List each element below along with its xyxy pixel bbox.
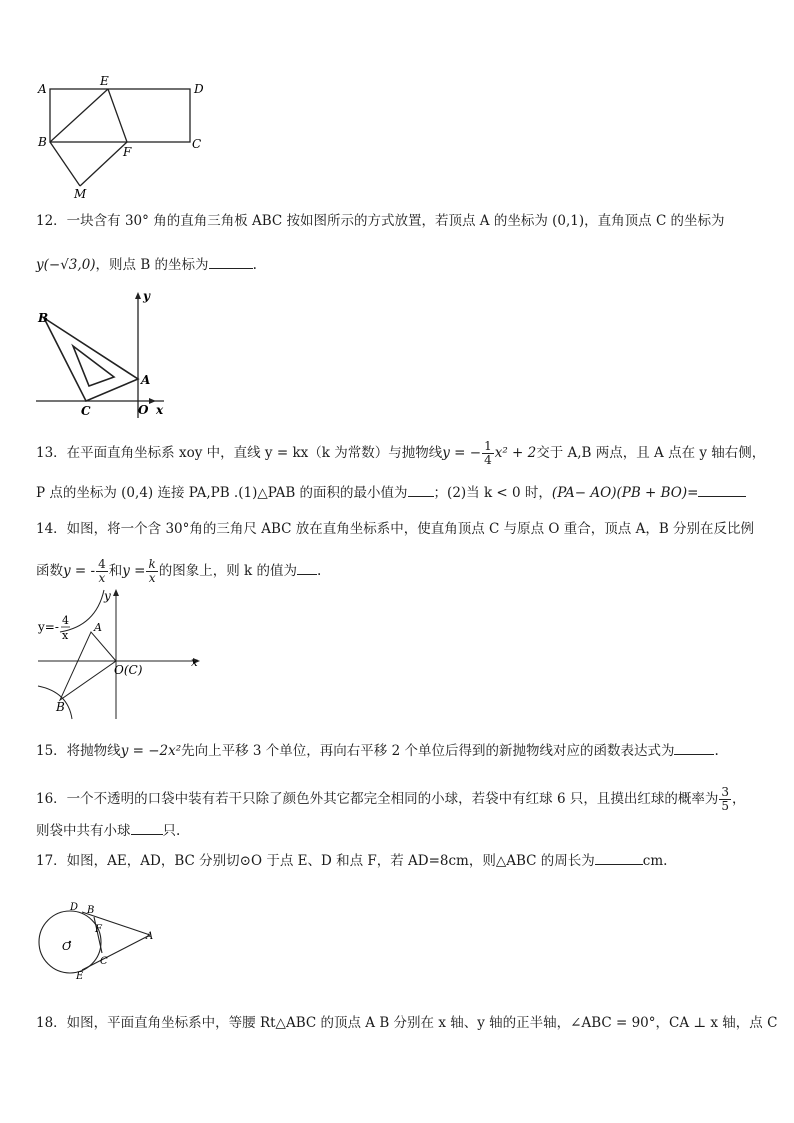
q18-line: 18．如图，平面直角坐标系中，等腰 Rt△ABC 的顶点 A B 分别在 x 轴、y 轴的正半轴，∠ABC = 90°，CA ⊥ x 轴，点 C: [36, 1015, 778, 1031]
label-M: M: [74, 187, 87, 201]
q13-expr: (PA− AO)(PB + BO)=: [551, 485, 699, 501]
q17-line: [36, 852, 667, 870]
q14-and: 和: [108, 563, 123, 579]
q12-label-B: B: [38, 311, 49, 325]
q12-triangle-figure: [34, 290, 174, 420]
q14-frac2-num: k: [148, 557, 156, 571]
q13-line2: [36, 484, 746, 502]
q17-tangent-circle-figure: [36, 898, 161, 983]
q14-line2: [36, 558, 321, 585]
q14-text-a: 函数: [36, 563, 63, 579]
q14-y1: y = -: [63, 563, 96, 579]
q17-fig-D: D: [70, 902, 79, 913]
q15-expr: y = −2x²: [120, 743, 182, 759]
q14-fig-yeq: y=-: [38, 620, 59, 634]
q17-fig-A: A: [146, 931, 154, 942]
q12-tail: ，则点 B 的坐标为: [95, 257, 209, 273]
q13-line1: [36, 440, 765, 467]
q14-frac1-den: x: [98, 571, 106, 585]
q13-text-d: ；(2)当 k < 0 时，: [433, 485, 552, 501]
q12-label-x: x: [156, 403, 164, 417]
q14-text-b: 的图象上，则 k 的值为: [158, 563, 298, 579]
q12-coord: y(−√3,0): [36, 257, 96, 273]
rectangle-fold-figure: [30, 74, 210, 204]
q12-label-y: y: [143, 290, 150, 303]
q14-fig-y: y: [104, 589, 111, 603]
q15-text-b: 先向上平移 3 个单位，再向右平移 2 个单位后得到的新抛物线对应的函数表达式为: [181, 743, 675, 759]
q14-frac-2: [146, 558, 157, 585]
q16-text-c: 只.: [162, 823, 181, 839]
q13-eq-post: x² + 2: [494, 445, 537, 461]
q13-frac-num: 1: [484, 439, 492, 453]
label-A: A: [38, 82, 47, 96]
q13-text-c: P 点的坐标为 (0,4) 连接 PA,PB .(1)△PAB 的面积的最小值为: [36, 485, 408, 501]
q15-text-a: 15．将抛物线: [36, 743, 121, 759]
q14-frac2-den: x: [148, 571, 156, 585]
q14-line1: 14．如图，将一个含 30°角的三角尺 ABC 放在直角坐标系中，使直角顶点 C 与原点 O 重合，顶点 A，B 分别在反比例: [36, 521, 755, 537]
q17-text-a: 17．如图，AE，AD，BC 分别切⊙O 于点 E、D 和点 F，若 AD=8cm，则△ABC 的周长为: [36, 853, 595, 869]
q13-text-a: 13．在平面直角坐标系 xoy 中，直线 y = kx（k 为常数）与抛物线: [36, 445, 443, 461]
q17-fig-E: E: [76, 971, 84, 982]
q15-end: .: [714, 743, 719, 759]
label-B: B: [38, 135, 47, 149]
q17-fig-F: F: [95, 924, 102, 935]
q13-fraction: [482, 440, 494, 467]
q14-blank: [297, 562, 317, 575]
q14-fig-num: 4: [62, 614, 69, 627]
q16-text-b: 则袋中共有小球: [36, 823, 131, 839]
q15-blank: [674, 742, 714, 755]
q17-fig-B: B: [87, 905, 95, 916]
q14-fig-x: x: [191, 655, 198, 669]
q16-line1: [36, 786, 746, 813]
label-C: C: [192, 137, 202, 151]
label-D: D: [194, 82, 204, 96]
q13-eq-pre: y = −: [442, 445, 482, 461]
q17-blank: [595, 852, 643, 865]
q14-fig-den: x: [62, 629, 69, 642]
q15-line: [36, 742, 719, 760]
q16-end: ，: [732, 791, 746, 807]
q16-frac-den: 5: [721, 799, 729, 813]
q17-fig-C: C: [100, 956, 108, 967]
q16-blank: [131, 822, 163, 835]
q14-fig-B: B: [56, 700, 65, 714]
q16-text-a: 16．一个不透明的口袋中装有若干只除了颜色外其它都完全相同的小球，若袋中有红球 6 只，且摸出红球的概率为: [36, 791, 719, 807]
q17-text-b: cm.: [642, 853, 668, 869]
q13-blank-1: [408, 484, 434, 497]
q13-text-b: 交于 A,B 两点，且 A 点在 y 轴右侧，: [536, 445, 766, 461]
q14-text-c: .: [317, 563, 322, 579]
q12-label-A: A: [141, 373, 151, 387]
q14-fig-A: A: [94, 621, 102, 634]
q12-line1: 12．一块含有 30° 角的直角三角板 ABC 按如图所示的方式放置，若顶点 A 的坐标为 (0,1)，直角顶点 C 的坐标为: [36, 213, 725, 229]
q13-blank-2: [698, 484, 746, 497]
q16-frac-num: 3: [721, 785, 729, 799]
q12-answer-blank: [209, 256, 253, 269]
q12-line2: y(−√3,0)，则点 B 的坐标为 .: [36, 257, 257, 273]
label-F: F: [123, 145, 132, 159]
label-E: E: [100, 74, 109, 88]
q12-label-C: C: [81, 404, 91, 418]
q14-fig-OC: O(C): [114, 663, 143, 677]
q14-hyperbola-figure: [34, 586, 209, 721]
q16-line2: [36, 822, 180, 840]
q14-frac-1: [96, 558, 108, 585]
q17-fig-O: O: [62, 940, 72, 953]
q12-label-O: O: [138, 403, 149, 417]
q16-fraction: [719, 786, 731, 813]
q14-y2: y =: [122, 563, 146, 579]
q13-frac-den: 4: [484, 453, 492, 467]
q14-frac1-num: 4: [98, 557, 106, 571]
